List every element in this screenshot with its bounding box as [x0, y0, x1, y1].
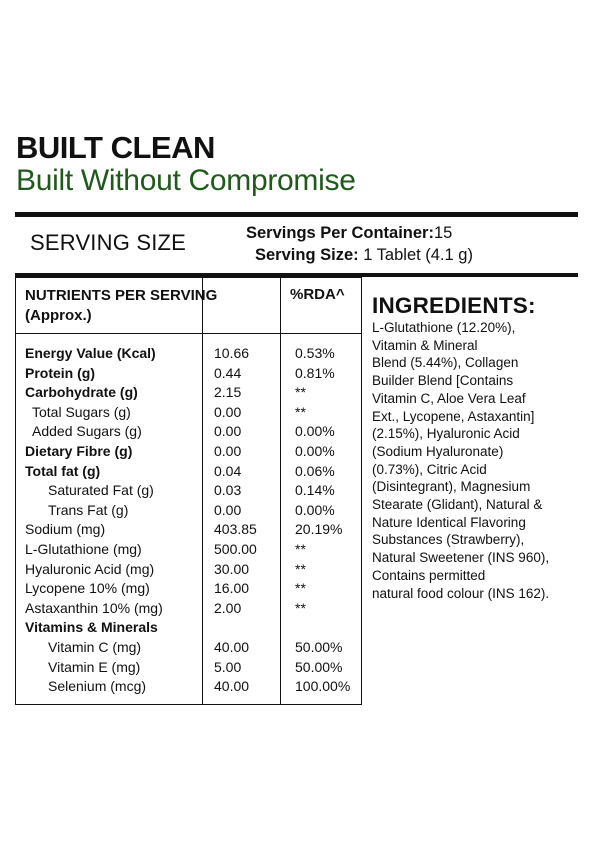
nutrient-value: 500.00	[214, 541, 257, 557]
nutrient-rda: **	[295, 541, 306, 557]
ingredients-line: Ext., Lycopene, Astaxantin]	[372, 408, 535, 424]
nutrient-name: Hyaluronic Acid (mg)	[25, 560, 155, 577]
nutrition-table	[15, 277, 362, 705]
table-divider-values	[202, 278, 203, 704]
ingredients-title: INGREDIENTS:	[372, 293, 536, 318]
ingredients-line: (Disintegrant), Magnesium	[372, 479, 531, 495]
nutrient-value: 40.00	[214, 639, 250, 655]
ingredients-line: Blend (5.44%), Collagen	[372, 355, 519, 371]
nutrient-name: Vitamins & Minerals	[25, 619, 158, 636]
nutrient-value: 0.03	[214, 482, 242, 499]
table-divider-rda	[280, 278, 281, 704]
ingredients-line: Builder Blend [Contains	[372, 373, 514, 389]
nutrient-name: Lycopene 10% (mg)	[25, 580, 150, 597]
nutrient-rda: 0.00%	[295, 423, 335, 440]
nutrients-header-line1: NUTRIENTS PER SERVING	[25, 287, 218, 304]
nutrient-rda: **	[295, 580, 306, 597]
nutrient-value: 0.00	[214, 403, 242, 420]
servings-per-container	[246, 224, 452, 243]
nutrient-name: Dietary Fibre (g)	[25, 443, 133, 459]
nutrient-rda: 0.81%	[295, 364, 335, 381]
nutrient-rda: 0.14%	[295, 482, 335, 499]
nutrient-value: 0.44	[214, 364, 242, 381]
nutrient-value: 0.00	[214, 423, 242, 440]
serving-size-value: 1 Tablet (4.1 g)	[363, 246, 473, 264]
nutrient-rda: 50.00%	[295, 639, 343, 655]
nutrient-value: 0.04	[214, 462, 242, 479]
serving-size-label: Serving Size:	[255, 246, 359, 264]
nutrient-rda: 0.53%	[295, 345, 335, 361]
ingredients-line: (0.73%), Citric Acid	[372, 461, 487, 477]
nutrient-value: 2.00	[214, 599, 242, 616]
nutrient-rda: 0.06%	[295, 462, 335, 479]
nutrient-name: Selenium (mcg)	[48, 678, 147, 695]
nutrient-value: 30.00	[214, 560, 250, 577]
nutrients-header-line2: (Approx.)	[25, 307, 92, 324]
brand-title: BUILT CLEAN	[16, 130, 215, 165]
ingredients-line: natural food colour (INS 162).	[372, 585, 550, 601]
ingredients-line: Substances (Strawberry),	[372, 532, 525, 548]
top-rule	[15, 212, 578, 217]
ingredients-line: L-Glutathione (12.20%),	[372, 320, 516, 335]
nutrients-header	[25, 286, 217, 326]
nutrient-name: Total fat (g)	[25, 462, 101, 479]
nutrient-rda: **	[295, 403, 306, 420]
nutrient-rda: **	[295, 560, 306, 577]
ingredients-line: Contains permitted	[372, 567, 486, 583]
ingredients-line: Natural Sweetener (INS 960),	[372, 550, 550, 566]
ingredients-text	[372, 319, 577, 602]
ingredients-line: Vitamin C, Aloe Vera Leaf	[372, 390, 526, 406]
nutrient-name: Vitamin C (mg)	[48, 639, 142, 655]
nutrient-rda: 0.00%	[295, 443, 335, 459]
nutrient-name: Vitamin E (mg)	[48, 658, 141, 675]
nutrient-rda: **	[295, 384, 306, 401]
ingredients-line: (Sodium Hyaluronate)	[372, 443, 504, 459]
nutrient-rda: 50.00%	[295, 658, 343, 675]
nutrient-value: 16.00	[214, 580, 250, 597]
nutrient-value: 5.00	[214, 658, 242, 675]
ingredients-line: Vitamin & Mineral	[372, 337, 478, 353]
ingredients-line: Stearate (Glidant), Natural &	[372, 497, 543, 513]
nutrient-name: Total Sugars (g)	[32, 403, 131, 420]
serving-size-line	[255, 246, 473, 265]
nutrient-value: 403.85	[214, 521, 257, 538]
nutrient-name: Astaxanthin 10% (mg)	[25, 599, 163, 616]
nutrient-rda: 0.00%	[295, 501, 335, 518]
rda-header: %RDA^	[290, 286, 345, 303]
brand-subtitle: Built Without Compromise	[16, 164, 356, 197]
nutrient-value: 10.66	[214, 345, 250, 361]
nutrient-name: Protein (g)	[25, 364, 95, 381]
nutrient-value: 40.00	[214, 678, 250, 695]
nutrient-name: Trans Fat (g)	[48, 501, 129, 518]
servings-per-container-value: 15	[433, 224, 453, 242]
nutrient-name: L-Glutathione (mg)	[25, 541, 142, 557]
nutrient-value: 2.15	[214, 384, 242, 401]
nutrient-value: 0.00	[214, 443, 242, 459]
nutrient-name: Energy Value (Kcal)	[25, 345, 156, 361]
ingredients-line: Nature Identical Flavoring	[372, 514, 526, 530]
nutrient-name: Saturated Fat (g)	[48, 482, 154, 499]
nutrient-name: Carbohydrate (g)	[25, 384, 138, 401]
serving-size-heading: SERVING SIZE	[30, 230, 187, 255]
servings-per-container-label: Servings Per Container:	[246, 224, 434, 242]
nutrient-name: Added Sugars (g)	[32, 423, 142, 440]
ingredients-line: (2.15%), Hyaluronic Acid	[372, 426, 520, 442]
nutrient-name: Sodium (mg)	[25, 521, 106, 538]
nutrient-rda: 100.00%	[295, 678, 351, 695]
nutrient-rda: 20.19%	[295, 521, 343, 538]
nutrient-value: 0.00	[214, 501, 242, 518]
nutrient-rda: **	[295, 599, 306, 616]
table-header-divider	[16, 333, 361, 334]
